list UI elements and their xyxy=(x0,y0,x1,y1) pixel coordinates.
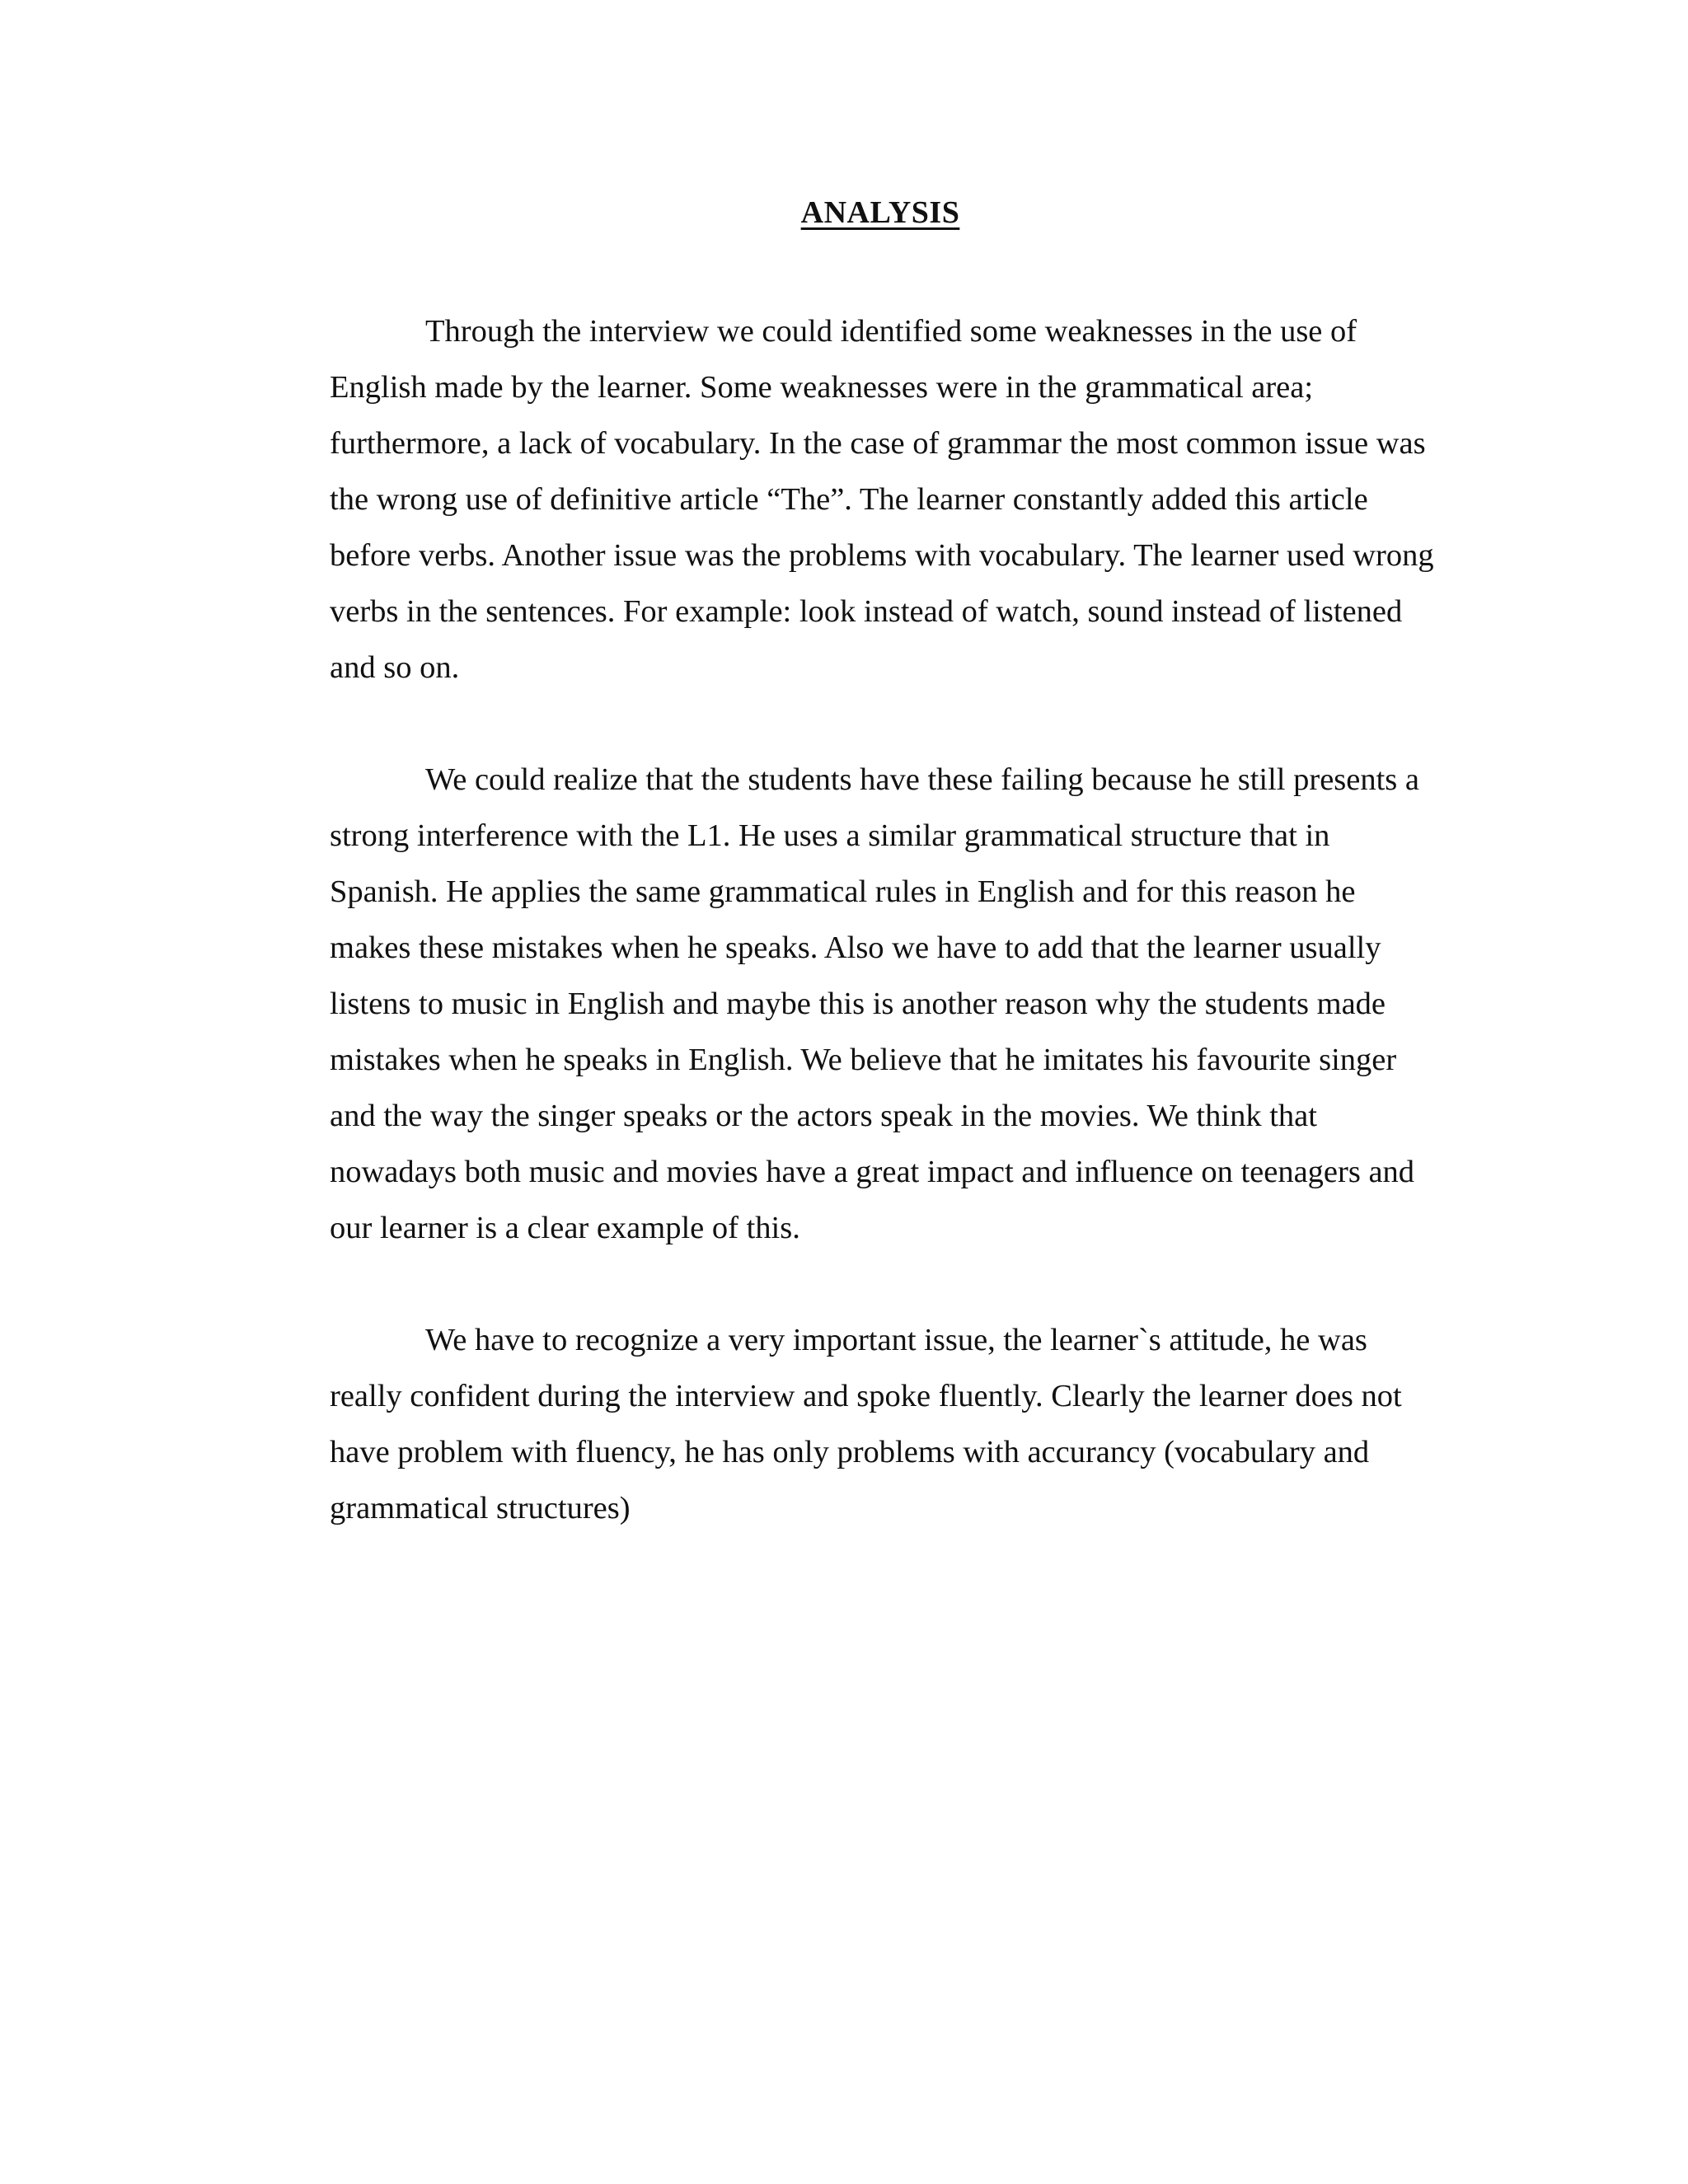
paragraph-attitude: We have to recognize a very important issue, the learner`s attitude, he was really confident during the interview and spoke fluently. Clearly the learner does not have problem with fluency, he has only problems with accurancy (vocabulary and grammatical structures) xyxy=(330,1323,1402,1526)
paragraph-interference: We could realize that the students have these failing because he still presents a strong interference with the L1. He uses a similar grammatical structure that in Spanish. He applies the same grammatical rules in English and for this reason he makes these mistakes when he speaks. Also we have to add that the learner usually listens to music in English and maybe this is another reason why the students made mistakes when he speaks in English. We believe that he imitates his favourite singer and the way the singer speaks or the actors speak in the movies. We think that nowadays both music and movies have a great impact and influence on teenagers and our learner is a clear example of this. xyxy=(330,762,1420,1245)
page-title: ANALYSIS xyxy=(800,195,960,230)
document-body xyxy=(330,303,1434,1592)
paragraph-weaknesses: Through the interview we could identified some weaknesses in the use of English made by the learner. Some weaknesses were in the grammatical area; furthermore, a lack of vocabulary. In the case of grammar the most common issue was the wrong use of definitive article “The”. The learner constantly added this article before verbs. Another issue was the problems with vocabulary. The learner used wrong verbs in the sentences. For example: look instead of watch, sound instead of listened and so on. xyxy=(330,314,1434,685)
